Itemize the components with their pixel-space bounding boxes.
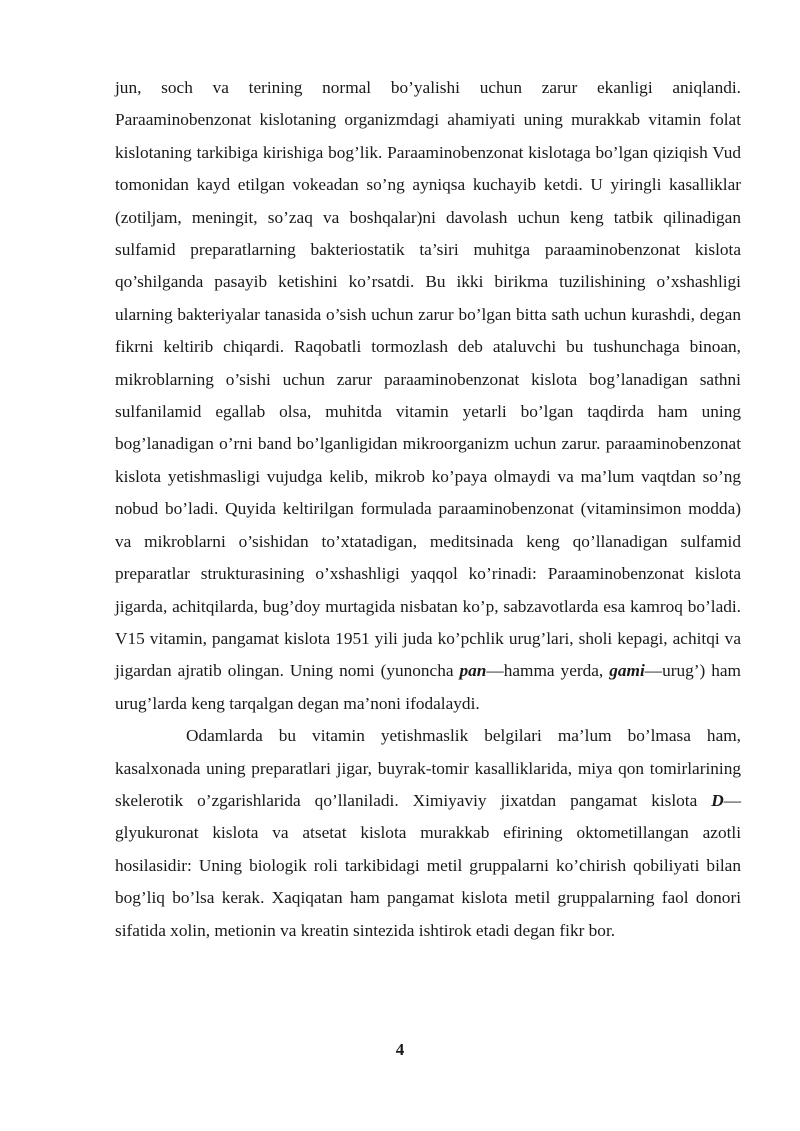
term-d: D bbox=[711, 790, 724, 810]
paragraph-1 bbox=[115, 72, 741, 720]
body-text bbox=[115, 72, 741, 947]
term-pan: pan bbox=[459, 661, 487, 681]
p1-text-3: —urug’) ham urug’larda keng tarqalgan degan ma’noni ifodalaydi. bbox=[115, 661, 741, 713]
p1-text-2: —hamma yerda, bbox=[486, 661, 610, 681]
p2-text-1: Odamlarda bu vitamin yetishmaslik belgilari ma’lum bo’lmasa ham, kasalxonada uning preparatlari jigar, buyrak-tomir kasalliklarida, miya qon tomirlarining skelerotik o’zgarishlarida qo’llaniladi. Ximiyaviy jixatdan pangamat kislota bbox=[115, 726, 741, 810]
term-gami: gami bbox=[609, 661, 645, 681]
paragraph-2 bbox=[115, 720, 741, 947]
p2-text-2: —glyukuronat kislota va atsetat kislota murakkab efirining oktometillangan azotli hosilasidir: Uning biologik roli tarkibidagi metil gruppalarni ko’chirish qobiliyati bilan bog’liq bo’lsa kerak. Xaqiqatan ham pangamat kislota metil gruppalarning faol donori sifatida xolin, metionin va kreatin sintezida ishtirok etadi degan fikr bor. bbox=[115, 790, 741, 940]
page-number: 4 bbox=[395, 1040, 405, 1059]
p1-text-1: jun, soch va terining normal bo’yalishi uchun zarur ekanligi aniqlandi. Paraaminobenzonat kislotaning organizmdagi ahamiyati uning murakkab vitamin folat kislotaning tarkibiga kirishiga bog’lik. Paraaminobenzonat kislotaga bo’lgan qiziqish Vud tomonidan kayd etilgan vokeadan so’ng ayniqsa kuchayib ketdi. U yiringli kasalliklar (zotiljam, meningit, so’zaq va boshqalar)ni davolash uchun keng tatbik qilinadigan sulfamid preparatlarning bakteriostatik ta’siri muhitga paraaminobenzonat kislota qo’shilganda pasayib ketishini ko’rsatdi. Bu ikki birikma tuzilishining o’xshashligi ularning bakteriyalar tanasida o’sish uchun zarur bo’lgan bitta sath uchun kurashdi, degan fikrni keltirib chiqardi. Raqobatli tormozlash deb ataluvchi bu tushunchaga binoan, mikroblarning o’sishi uchun zarur paraaminobenzonat kislota bog’lanadigan sathni sulfanilamid egallab olsa, muhitda vitamin yetarli bo’lgan taqdirda ham uning bog’lanadigan o’rni band bo’lganligidan mikroorganizm uchun zarur. paraaminobenzonat kislota yetishmasligi vujudga kelib, mikrob ko’paya olmaydi va ma’lum vaqtdan so’ng nobud bo’ladi. Quyida keltirilgan formulada paraaminobenzonat (vitaminsimon modda) va mikroblarni o’sishidan to’xtatadigan, meditsinada keng qo’llanadigan sulfamid preparatlar strukturasining o’xshashligi yaqqol ko’rinadi: Paraaminobenzonat kislota jigarda, achitqilarda, bug’doy murtagida nisbatan ko’p, sabzavotlarda esa kamroq bo’ladi. V15 vitamin, pangamat kislota 1951 yili juda ko’pchlik urug’lari, sholi kepagi, achitqi va jigardan ajratib olingan. Uning nomi (yunoncha bbox=[115, 78, 741, 681]
